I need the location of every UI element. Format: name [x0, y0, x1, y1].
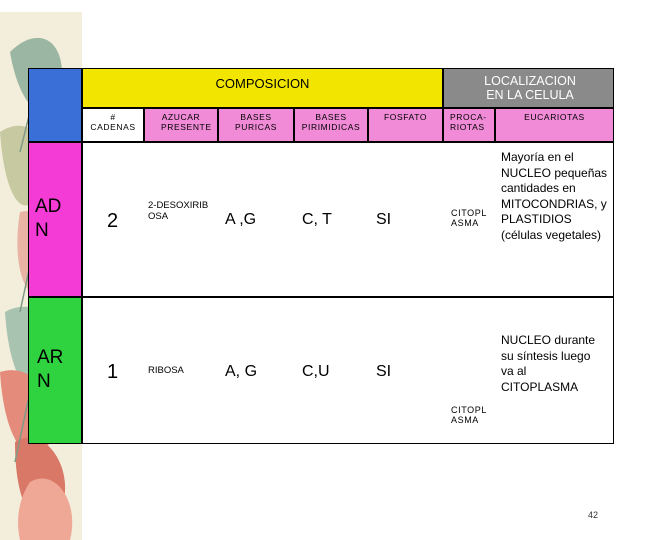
col-header-azucar [144, 108, 218, 142]
col-header-purica [218, 108, 294, 142]
adn-procariotas: CITOPL ASMA [451, 208, 487, 229]
col-procariotas-label: PROCA-RIOTAS [450, 112, 487, 132]
col-header-procariotas [443, 108, 495, 142]
adn-purica: A ,G [225, 211, 257, 228]
arn-procariotas: CITOPL ASMA [451, 405, 487, 426]
adn-pirimidica: C, T [302, 211, 332, 228]
row-label-arn [28, 297, 82, 444]
localizacion-label: LOCALIZACION EN LA CELULA [484, 74, 576, 103]
row-label-adn [28, 142, 82, 297]
row-arn-label: AR N [37, 347, 64, 392]
col-header-pirimidica [294, 108, 368, 142]
adn-eucariotas: Mayoría en el NUCLEO pequeñas cantidades en MITOCONDRIAS, y PLASTIDIOS (células vegetales) [501, 150, 608, 242]
localizacion-header [443, 68, 614, 108]
col-pirimidica-label: BASES PIRIMIDICAS [301, 112, 361, 132]
row-adn-label: AD N [35, 196, 62, 241]
arn-azucar: RIBOSA [148, 365, 184, 376]
arn-purica: A, G [225, 363, 258, 380]
col-purica-label: BASES PURICAS [235, 112, 277, 132]
composicion-label: COMPOSICION [215, 76, 310, 91]
col-cadenas-label: # CADENAS [90, 112, 136, 132]
arn-pirimidica: C,U [302, 363, 330, 380]
col-eucariotas-label: EUCARIOTAS [524, 112, 585, 122]
corner-cell [28, 68, 82, 142]
col-azucar-label: AZUCAR PRESENTE [161, 112, 212, 132]
adn-cadenas: 2 [107, 210, 119, 232]
page-number: 42 [588, 510, 599, 520]
adn-fosfato: SI [376, 211, 392, 228]
adn-azucar: 2-DESOXIRIB OSA [148, 200, 209, 222]
arn-eucariotas: NUCLEO durante su síntesis luego va al CITOPLASMA [501, 333, 596, 394]
col-fosfato-label: FOSFATO [383, 112, 428, 122]
col-header-eucariotas [495, 108, 614, 142]
arn-cadenas: 1 [107, 361, 119, 383]
composicion-header [82, 68, 443, 108]
arn-fosfato: SI [376, 363, 392, 380]
col-header-cadenas [82, 108, 144, 142]
col-header-fosfato [368, 108, 443, 142]
